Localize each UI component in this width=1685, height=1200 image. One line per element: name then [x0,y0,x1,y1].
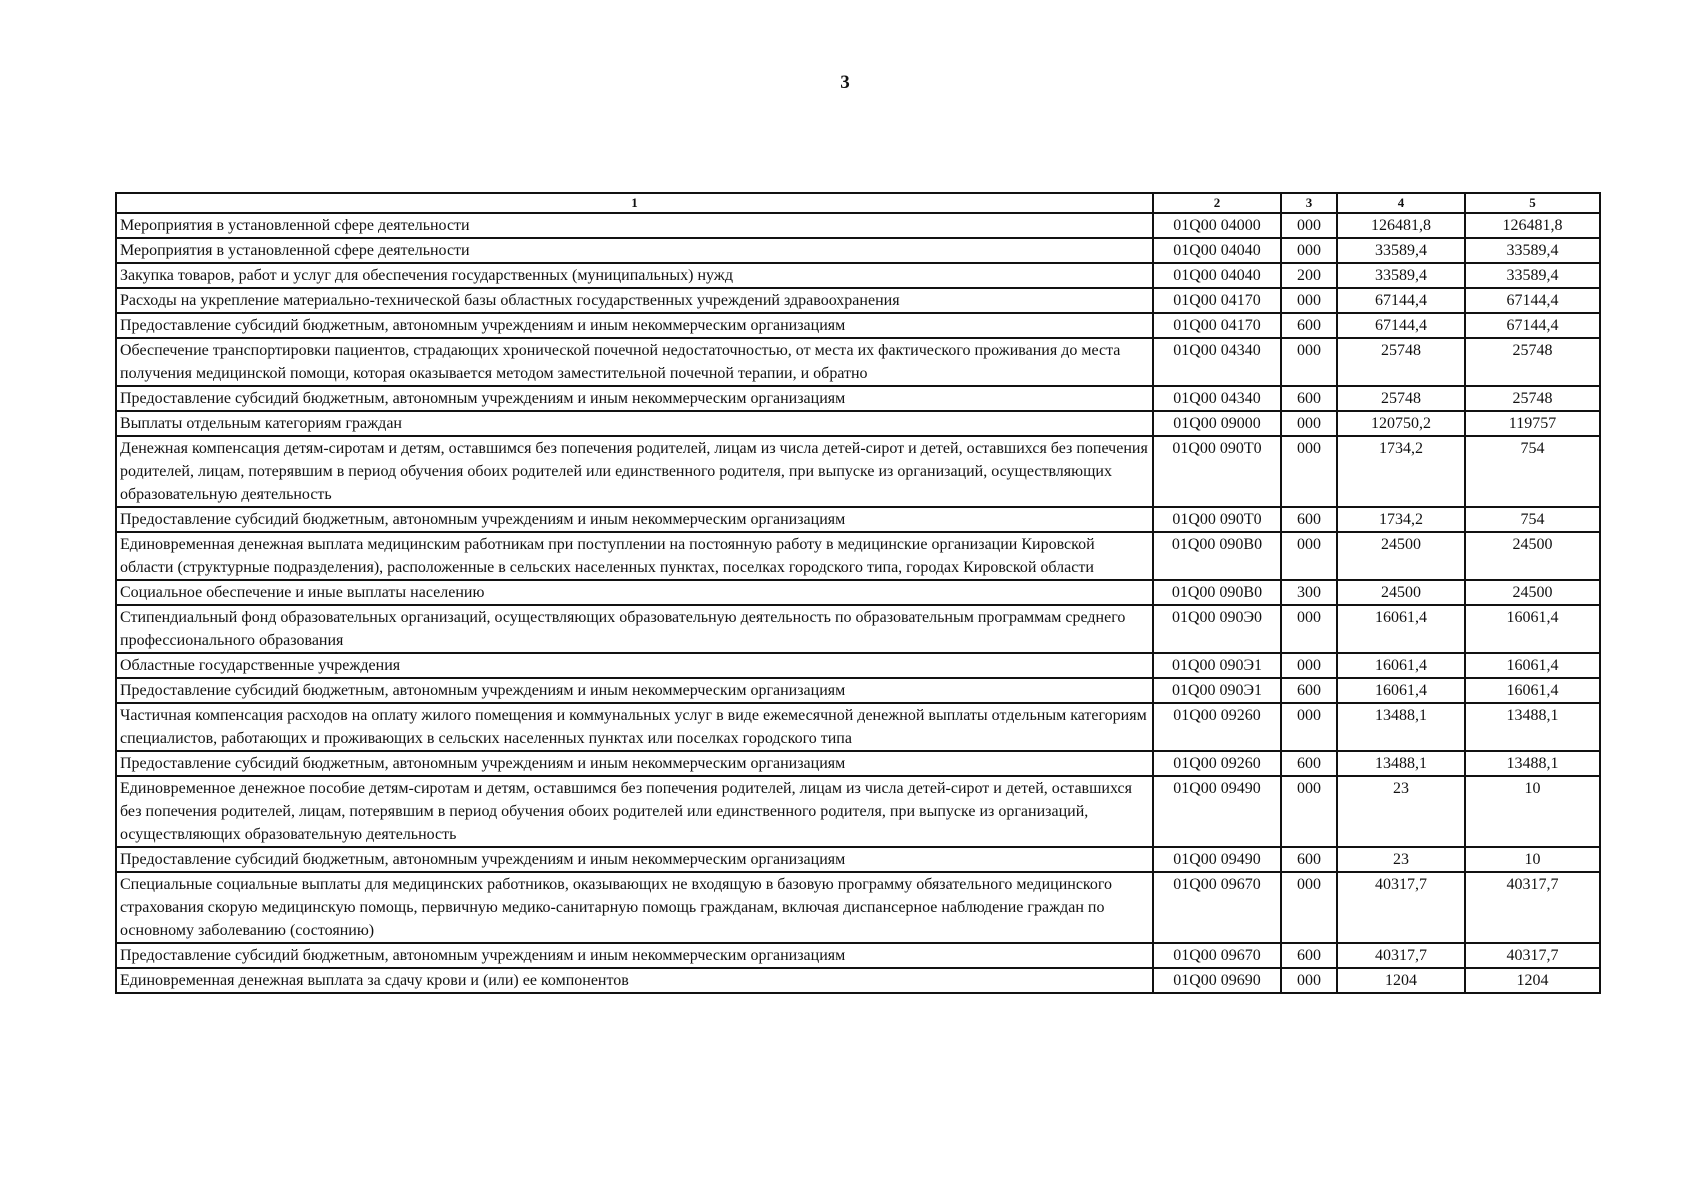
target-code-cell: 01Q00 04340 [1153,386,1281,411]
table-row [116,751,1600,776]
target-code-cell: 01Q00 090Т0 [1153,436,1281,507]
amount-col-5-cell: 13488,1 [1465,751,1600,776]
table-row [116,847,1600,872]
expense-type-cell: 600 [1281,507,1337,532]
amount-col-4-cell: 67144,4 [1337,313,1465,338]
expense-type-cell: 000 [1281,776,1337,847]
expense-type-cell: 000 [1281,968,1337,993]
expense-type-cell: 000 [1281,532,1337,580]
table-row [116,703,1600,751]
target-code-cell: 01Q00 09260 [1153,751,1281,776]
table-row [116,288,1600,313]
amount-col-4-cell: 25748 [1337,338,1465,386]
target-code-cell: 01Q00 09670 [1153,943,1281,968]
target-code-cell: 01Q00 04340 [1153,338,1281,386]
amount-col-5-cell: 16061,4 [1465,653,1600,678]
expense-name-cell: Предоставление субсидий бюджетным, автономным учреждениям и иным некоммерческим организациям [116,751,1153,776]
amount-col-4-cell: 16061,4 [1337,605,1465,653]
amount-col-4-cell: 1734,2 [1337,436,1465,507]
expense-name-cell: Денежная компенсация детям-сиротам и детям, оставшимся без попечения родителей, лицам из числа детей-сирот и детей, оставшихся без попечения родителей, лицам, потерявшим в период обучения обоих родителей или единственного родителя, при выпуске из организаций, осуществляющих образовательную деятельность [116,436,1153,507]
amount-col-4-cell: 40317,7 [1337,872,1465,943]
target-code-cell: 01Q00 090В0 [1153,580,1281,605]
amount-col-4-cell: 40317,7 [1337,943,1465,968]
table-row [116,411,1600,436]
expense-type-cell: 600 [1281,751,1337,776]
amount-col-4-cell: 16061,4 [1337,678,1465,703]
expense-name-cell: Частичная компенсация расходов на оплату жилого помещения и коммунальных услуг в виде ежемесячной денежной выплаты отдельным категориям специалистов, работающих и проживающих в сельских населенных пунктах или поселках городского типа [116,703,1153,751]
target-code-cell: 01Q00 09000 [1153,411,1281,436]
amount-col-4-cell: 120750,2 [1337,411,1465,436]
table-row [116,313,1600,338]
table-row [116,507,1600,532]
table-row [116,213,1600,238]
expense-name-cell: Единовременное денежное пособие детям-сиротам и детям, оставшимся без попечения родителей, лицам из числа детей-сирот и детей, оставшихся без попечения родителей, лицам, потерявшим в период обучения обоих родителей или единственного родителя, при выпуске из организаций, осуществляющих образовательную деятельность [116,776,1153,847]
expense-type-cell: 200 [1281,263,1337,288]
expense-name-cell: Единовременная денежная выплата медицинским работникам при поступлении на постоянную работу в медицинские организации Кировской области (структурные подразделения), расположенные в сельских населенных пунктах, поселках городского типа, городах Кировской области [116,532,1153,580]
expense-type-cell: 600 [1281,313,1337,338]
target-code-cell: 01Q00 09670 [1153,872,1281,943]
table-row [116,872,1600,943]
target-code-cell: 01Q00 04170 [1153,288,1281,313]
target-code-cell: 01Q00 04170 [1153,313,1281,338]
expense-name-cell: Единовременная денежная выплата за сдачу крови и (или) ее компонентов [116,968,1153,993]
target-code-cell: 01Q00 090Э1 [1153,653,1281,678]
amount-col-4-cell: 25748 [1337,386,1465,411]
expense-name-cell: Мероприятия в установленной сфере деятельности [116,213,1153,238]
expense-type-cell: 000 [1281,605,1337,653]
amount-col-5-cell: 33589,4 [1465,238,1600,263]
table-row [116,532,1600,580]
amount-col-4-cell: 33589,4 [1337,238,1465,263]
amount-col-5-cell: 754 [1465,436,1600,507]
table-row [116,678,1600,703]
expense-name-cell: Закупка товаров, работ и услуг для обеспечения государственных (муниципальных) нужд [116,263,1153,288]
target-code-cell: 01Q00 09260 [1153,703,1281,751]
amount-col-4-cell: 1734,2 [1337,507,1465,532]
amount-col-5-cell: 24500 [1465,580,1600,605]
amount-col-5-cell: 24500 [1465,532,1600,580]
amount-col-4-cell: 23 [1337,847,1465,872]
amount-col-5-cell: 67144,4 [1465,288,1600,313]
amount-col-5-cell: 16061,4 [1465,678,1600,703]
header-col-2: 2 [1153,193,1281,213]
expense-type-cell: 000 [1281,238,1337,263]
expense-type-cell: 600 [1281,386,1337,411]
expense-type-cell: 000 [1281,436,1337,507]
expense-name-cell: Областные государственные учреждения [116,653,1153,678]
expense-name-cell: Стипендиальный фонд образовательных организаций, осуществляющих образовательную деятельность по образовательным программам среднего профессионального образования [116,605,1153,653]
amount-col-5-cell: 40317,7 [1465,872,1600,943]
header-col-1: 1 [116,193,1153,213]
target-code-cell: 01Q00 04000 [1153,213,1281,238]
table-row [116,653,1600,678]
amount-col-4-cell: 13488,1 [1337,703,1465,751]
expense-name-cell: Предоставление субсидий бюджетным, автономным учреждениям и иным некоммерческим организациям [116,678,1153,703]
budget-table [115,192,1601,994]
table-row [116,263,1600,288]
expense-type-cell: 000 [1281,653,1337,678]
amount-col-4-cell: 67144,4 [1337,288,1465,313]
expense-name-cell: Мероприятия в установленной сфере деятельности [116,238,1153,263]
amount-col-5-cell: 1204 [1465,968,1600,993]
table-row [116,238,1600,263]
header-col-4: 4 [1337,193,1465,213]
table-row [116,386,1600,411]
expense-type-cell: 000 [1281,288,1337,313]
expense-type-cell: 000 [1281,338,1337,386]
expense-name-cell: Обеспечение транспортировки пациентов, страдающих хронической почечной недостаточностью, от места их фактического проживания до места получения медицинской помощи, которая оказывается методом заместительной почечной терапии, и обратно [116,338,1153,386]
amount-col-4-cell: 24500 [1337,580,1465,605]
expense-name-cell: Предоставление субсидий бюджетным, автономным учреждениям и иным некоммерческим организациям [116,507,1153,532]
expense-type-cell: 600 [1281,943,1337,968]
expense-name-cell: Выплаты отдельным категориям граждан [116,411,1153,436]
target-code-cell: 01Q00 09490 [1153,847,1281,872]
expense-type-cell: 000 [1281,411,1337,436]
table-row [116,338,1600,386]
table-row [116,436,1600,507]
amount-col-4-cell: 23 [1337,776,1465,847]
amount-col-4-cell: 13488,1 [1337,751,1465,776]
expense-name-cell: Предоставление субсидий бюджетным, автономным учреждениям и иным некоммерческим организациям [116,847,1153,872]
expense-type-cell: 600 [1281,847,1337,872]
table-body [116,213,1600,993]
expense-type-cell: 000 [1281,213,1337,238]
amount-col-5-cell: 40317,7 [1465,943,1600,968]
amount-col-5-cell: 754 [1465,507,1600,532]
expense-type-cell: 000 [1281,703,1337,751]
expense-type-cell: 600 [1281,678,1337,703]
expense-name-cell: Расходы на укрепление материально-технической базы областных государственных учреждений здравоохранения [116,288,1153,313]
target-code-cell: 01Q00 090Э0 [1153,605,1281,653]
target-code-cell: 01Q00 090Т0 [1153,507,1281,532]
amount-col-5-cell: 25748 [1465,386,1600,411]
amount-col-5-cell: 126481,8 [1465,213,1600,238]
expense-name-cell: Социальное обеспечение и иные выплаты населению [116,580,1153,605]
amount-col-5-cell: 33589,4 [1465,263,1600,288]
expense-type-cell: 300 [1281,580,1337,605]
amount-col-5-cell: 16061,4 [1465,605,1600,653]
expense-name-cell: Предоставление субсидий бюджетным, автономным учреждениям и иным некоммерческим организациям [116,386,1153,411]
table-header-row [116,193,1600,213]
table-row [116,943,1600,968]
amount-col-5-cell: 10 [1465,847,1600,872]
amount-col-4-cell: 16061,4 [1337,653,1465,678]
table-row [116,605,1600,653]
expense-name-cell: Предоставление субсидий бюджетным, автономным учреждениям и иным некоммерческим организациям [116,313,1153,338]
target-code-cell: 01Q00 09690 [1153,968,1281,993]
amount-col-5-cell: 67144,4 [1465,313,1600,338]
target-code-cell: 01Q00 04040 [1153,238,1281,263]
amount-col-4-cell: 24500 [1337,532,1465,580]
amount-col-5-cell: 119757 [1465,411,1600,436]
amount-col-4-cell: 126481,8 [1337,213,1465,238]
table-row [116,776,1600,847]
amount-col-5-cell: 25748 [1465,338,1600,386]
expense-name-cell: Предоставление субсидий бюджетным, автономным учреждениям и иным некоммерческим организациям [116,943,1153,968]
target-code-cell: 01Q00 09490 [1153,776,1281,847]
header-col-5: 5 [1465,193,1600,213]
amount-col-5-cell: 10 [1465,776,1600,847]
target-code-cell: 01Q00 090Э1 [1153,678,1281,703]
amount-col-5-cell: 13488,1 [1465,703,1600,751]
page-number: 3 [840,72,850,93]
target-code-cell: 01Q00 090В0 [1153,532,1281,580]
expense-type-cell: 000 [1281,872,1337,943]
target-code-cell: 01Q00 04040 [1153,263,1281,288]
table-row [116,968,1600,993]
table-row [116,580,1600,605]
header-col-3: 3 [1281,193,1337,213]
expense-name-cell: Специальные социальные выплаты для медицинских работников, оказывающих не входящую в базовую программу обязательного медицинского страхования скорую медицинскую помощь, первичную медико-санитарную помощь гражданам, включая диспансерное наблюдение граждан по основному заболеванию (состоянию) [116,872,1153,943]
amount-col-4-cell: 33589,4 [1337,263,1465,288]
amount-col-4-cell: 1204 [1337,968,1465,993]
